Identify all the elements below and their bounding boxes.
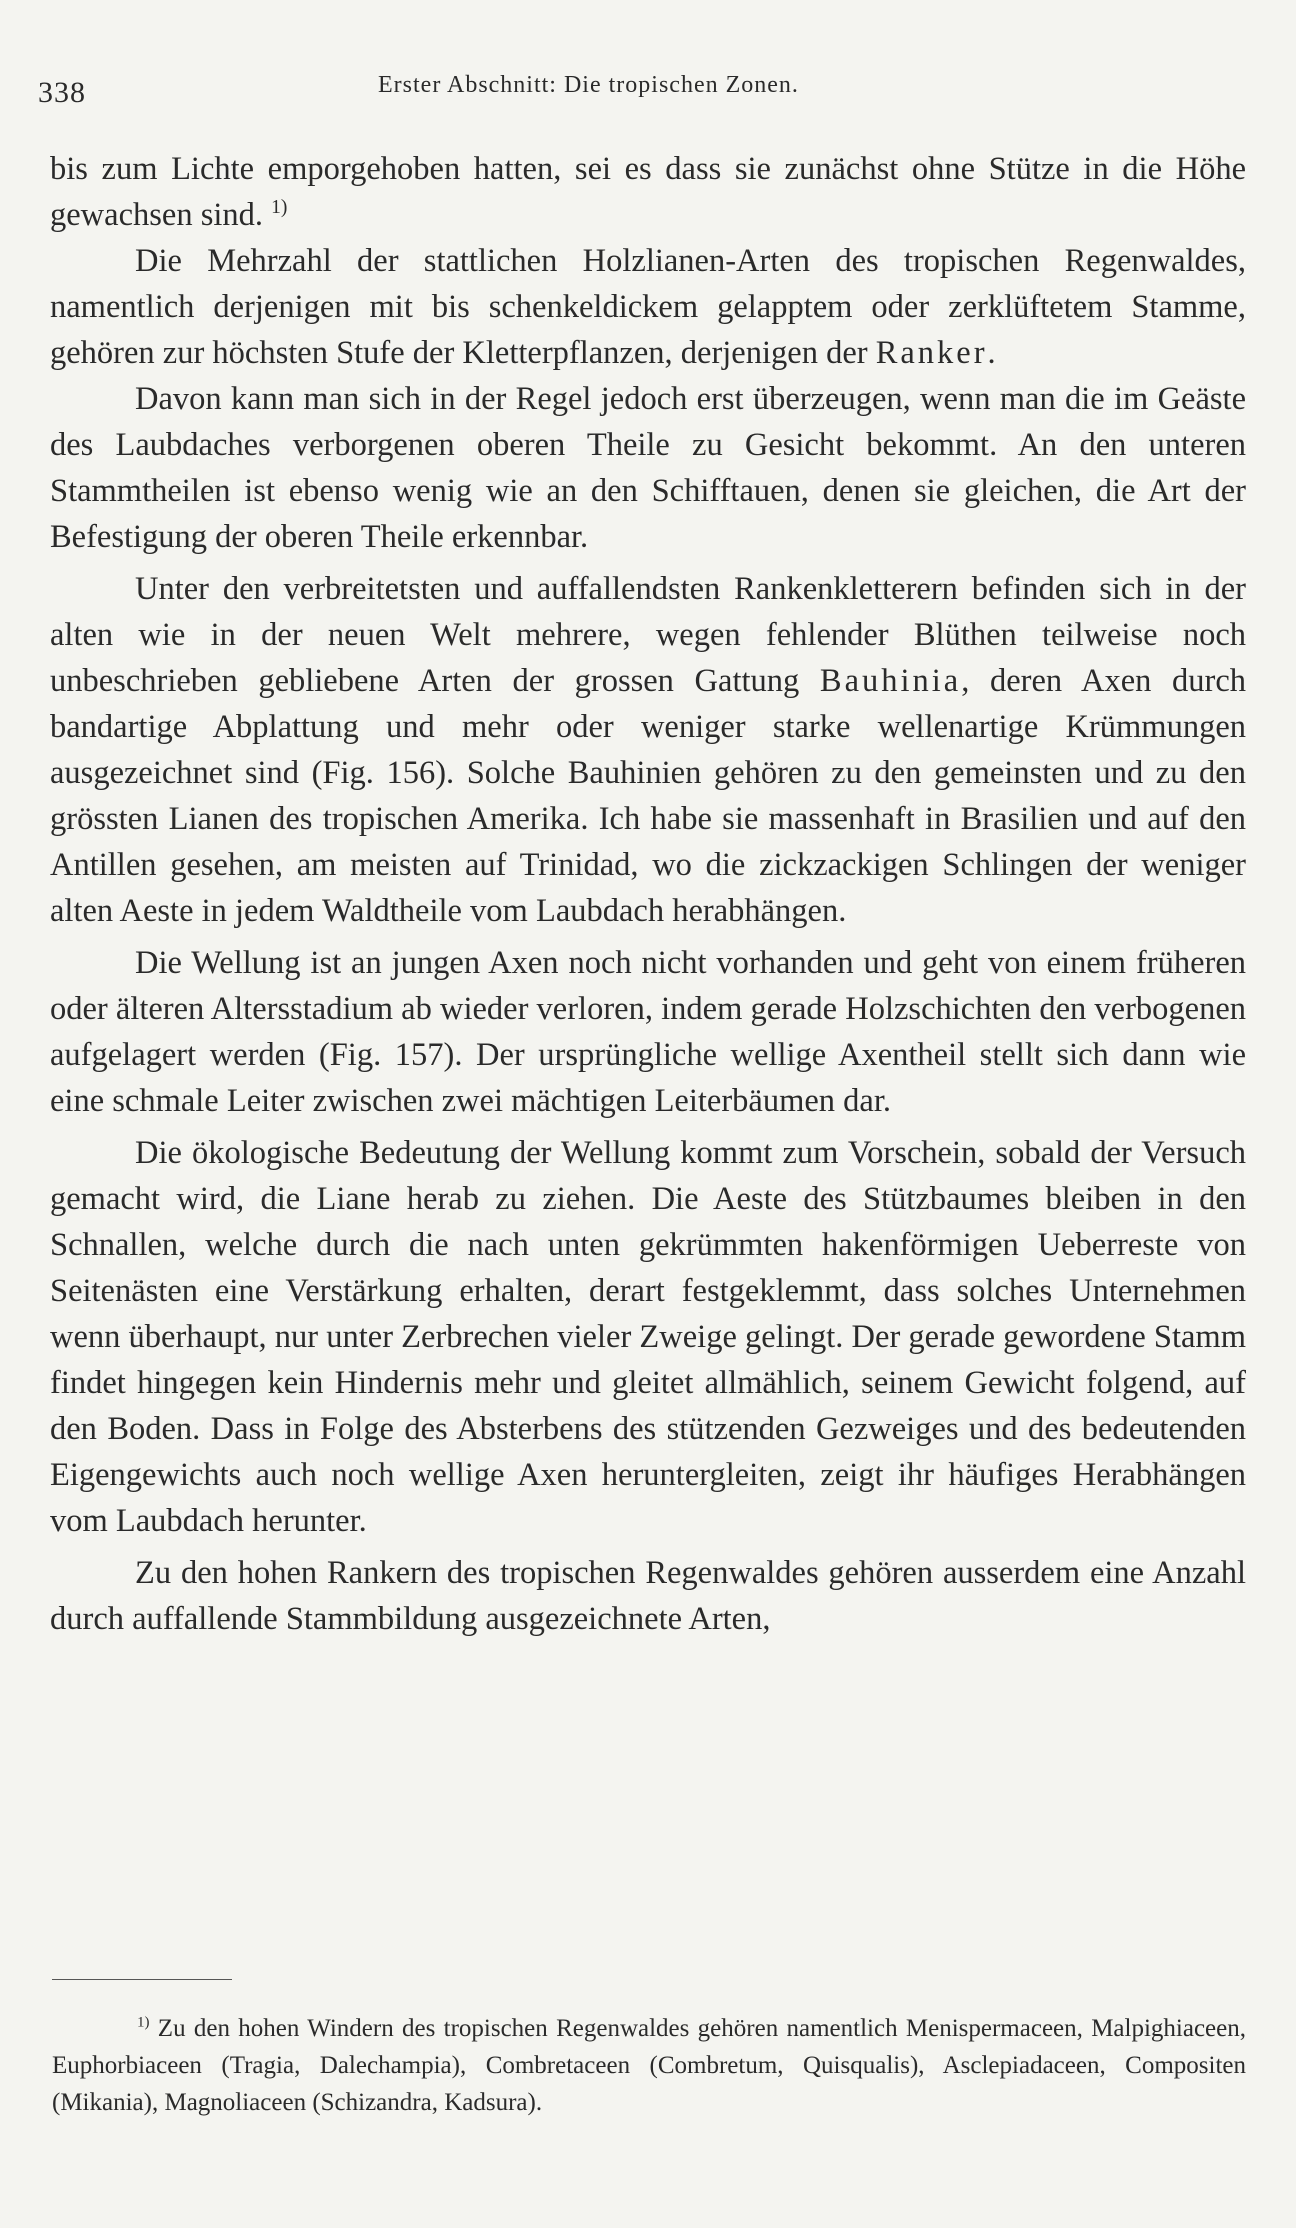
footnote-reference: 1) bbox=[271, 197, 288, 219]
emphasis-bauhinia: Bauhinia bbox=[819, 663, 962, 699]
paragraph-continuation bbox=[50, 146, 1246, 238]
footnote bbox=[52, 2010, 1246, 2121]
paragraph-laubdach: Davon kann man sich in der Regel jedoch erst überzeugen, wenn man die im Geäste des Laubdaches verborgenen oberen Theile zu Gesicht bekommt. An den unteren Stammtheilen ist ebenso wenig wie an den Schifftauen, denen sie gleichen, die Art der Befestigung der oberen Theile erkennbar. bbox=[50, 381, 1246, 555]
emphasis-ranker: Ranker bbox=[875, 335, 988, 371]
paragraph-ranker: Zu den hohen Rankern des tropischen Regenwaldes gehören ausserdem eine Anzahl durch auffallende Stammbildung ausgezeichnete Arten, bbox=[50, 1555, 1246, 1637]
paragraph-wellung: Die Wellung ist an jungen Axen noch nicht vorhanden und geht von einem früheren oder älteren Altersstadium ab wieder verloren, indem gerade Holzschichten den verbogenen aufgelagert werden (Fig. 157). Der ursprüngliche wellige Axentheil stellt sich dann wie eine schmale Leiter zwischen zwei mächtigen Leiterbäumen dar. bbox=[50, 945, 1246, 1119]
paragraph-holzlianen: Die Mehrzahl der stattlichen Holzlianen-Arten des tropischen Regenwaldes, namentlich derjenigen mit bis schenkeldickem gelapptem oder zerklüftetem Stamme, gehören zur höchsten Stufe der Kletterpflanzen, derjenigen der Ranker. bbox=[50, 243, 1246, 371]
footnote-text: Zu den hohen Windern des tropischen Regenwaldes gehören namentlich Menispermaceen, Malpighiaceen, Euphorbiaceen (Tragia, Dalechampia), Combretaceen (Combretum, Quisqualis), Asclepiadaceen, Compositen (Mikania), Magnoliaceen (Schizandra, Kadsura). bbox=[52, 2015, 1246, 2116]
paragraph-oekologie: Die ökologische Bedeutung der Wellung kommt zum Vorschein, sobald der Versuch gemacht wird, die Liane herab zu ziehen. Die Aeste des Stützbaumes bleiben in den Schnallen, welche durch die nach unten gekrümmten hakenförmigen Ueberreste von Seitenästen eine Verstärkung erhalten, derart festgeklemmt, dass solches Unternehmen wenn überhaupt, nur unter Zerbrechen vieler Zweige gelingt. Der gerade gewordene Stamm findet hingegen kein Hindernis mehr und gleitet allmählich, seinem Gewicht folgend, auf den Boden. Dass in Folge des Absterbens des stützenden Gezweiges und des bedeutenden Eigengewichts auch noch wellige Axen heruntergleiten, zeigt ihr häufiges Herabhängen vom Laubdach herunter. bbox=[50, 1135, 1246, 1539]
footnote-marker: 1) bbox=[137, 2014, 150, 2031]
page-number: 338 bbox=[38, 76, 86, 109]
body-text bbox=[50, 146, 1246, 1642]
page-header bbox=[38, 70, 1258, 110]
paragraph-bauhinia: Unter den verbreitetsten und auffallendsten Rankenkletterern befinden sich in der alten wie in der neuen Welt mehrere, wegen fehlender Blüthen teilweise noch unbeschrieben gebliebene Arten der grossen Gattung Bauhinia, deren Axen durch bandartige Abplattung und mehr oder weniger starke wellenartige Krümmungen ausgezeichnet sind (Fig. 156). Solche Bauhinien gehören zu den gemeinsten und zu den grössten Lianen des tropischen Amerika. Ich habe sie massenhaft in Brasilien und auf den Antillen gesehen, am meisten auf Trinidad, wo die zickzackigen Schlingen der weniger alten Aeste in jedem Waldtheile vom Laubdach herabhängen. bbox=[50, 571, 1246, 929]
paragraph-text: bis zum Lichte emporgehoben hatten, sei es dass sie zunächst ohne Stütze in die Höhe gewachsen sind. bbox=[50, 151, 1246, 233]
running-head: Erster Abschnitt: Die tropischen Zonen. bbox=[378, 72, 799, 98]
footnote-divider bbox=[52, 1979, 232, 1980]
